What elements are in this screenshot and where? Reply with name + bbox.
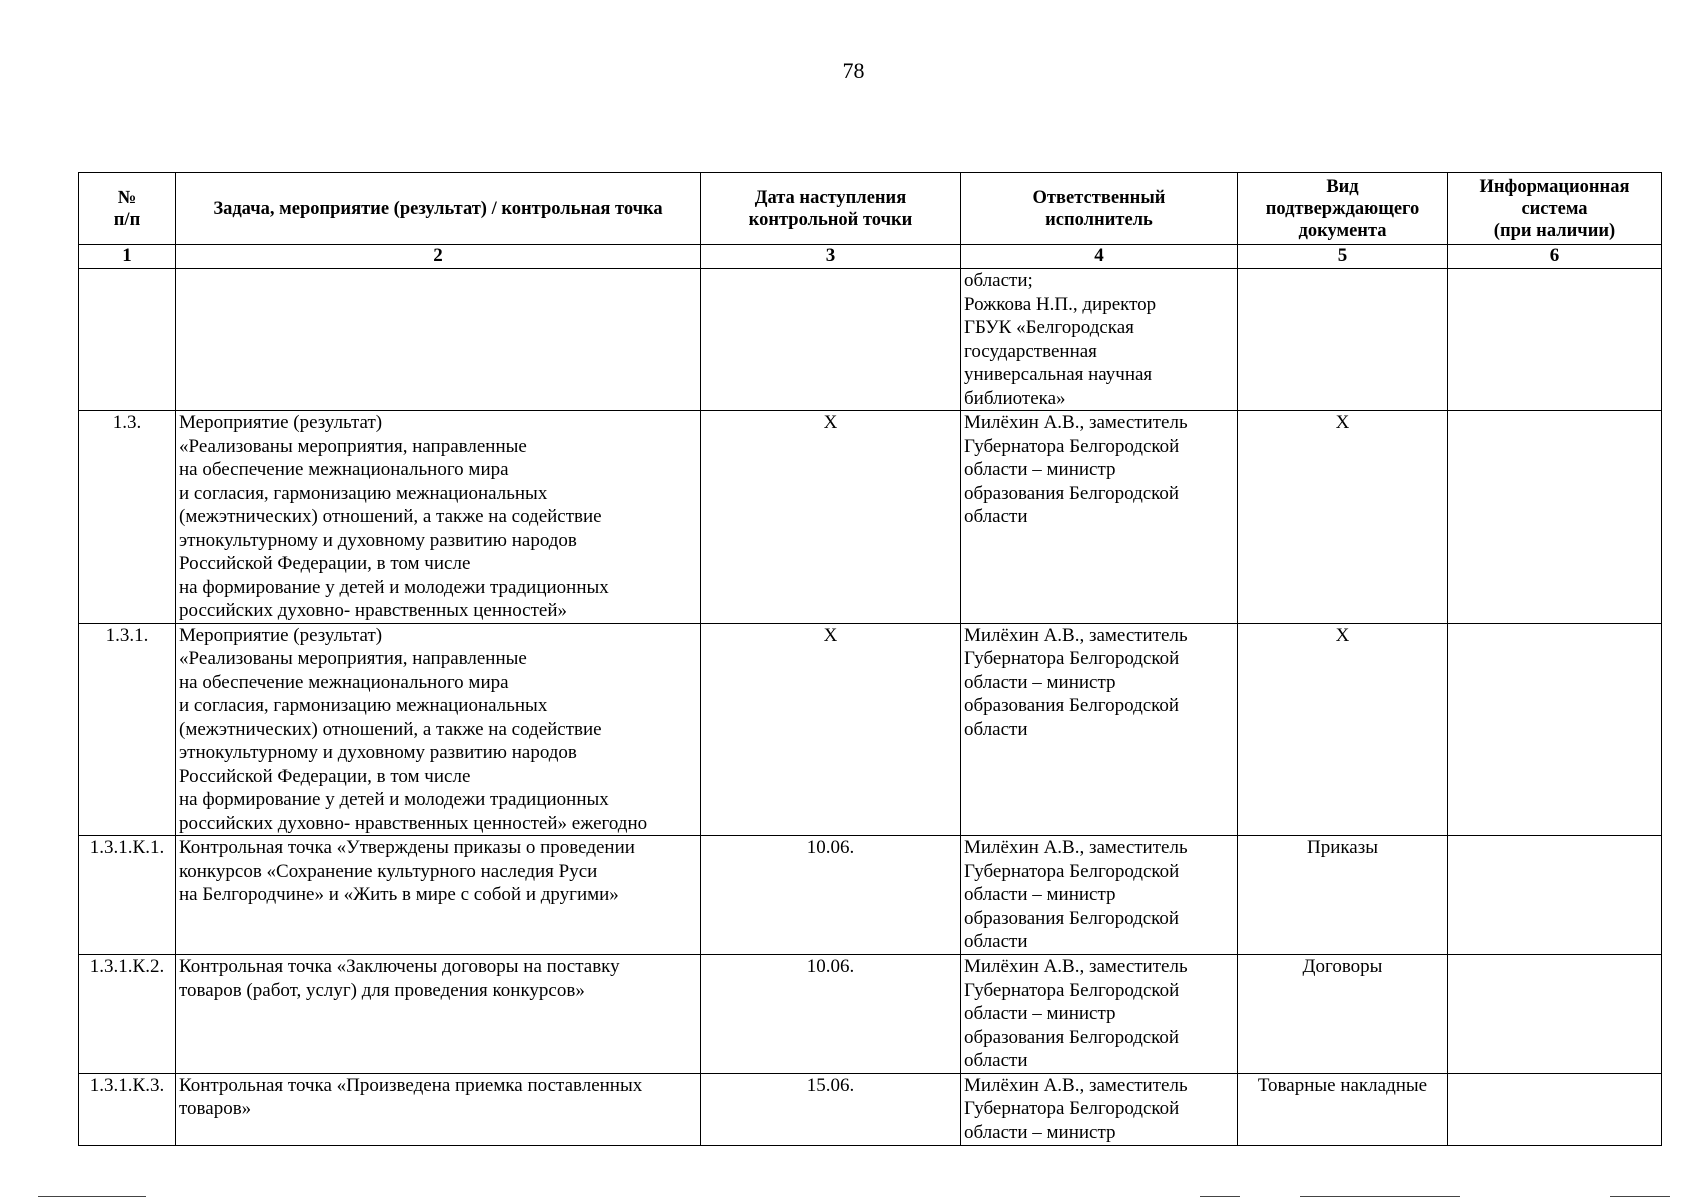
row-task: Контрольная точка «Произведена приемка поставленных товаров» — [176, 1073, 701, 1145]
column-number: 3 — [701, 245, 961, 269]
row-date: Х — [701, 411, 961, 624]
table-header-row — [79, 173, 1662, 245]
row-date: 10.06. — [701, 836, 961, 955]
header-responsible: Ответственный исполнитель — [961, 173, 1238, 245]
control-points-table — [78, 172, 1662, 1146]
row-doc-type: Приказы — [1238, 836, 1448, 955]
row-info-system — [1448, 623, 1662, 836]
row-info-system — [1448, 411, 1662, 624]
header-doc-type: Вид подтверждающего документа — [1238, 173, 1448, 245]
row-task: Контрольная точка «Утверждены приказы о проведении конкурсов «Сохранение культурного наследия Руси на Белгородчине» и «Жить в мире с собой и другими» — [176, 836, 701, 955]
table-row — [79, 836, 1662, 955]
column-number: 2 — [176, 245, 701, 269]
row-num: 1.3.1. — [79, 623, 176, 836]
row-responsible: Милёхин А.В., заместитель Губернатора Белгородской области – министр — [961, 1073, 1238, 1145]
row-num: 1.3.1.К.3. — [79, 1073, 176, 1145]
row-task — [176, 269, 701, 411]
scan-edge-line — [38, 1196, 146, 1197]
row-responsible: Милёхин А.В., заместитель Губернатора Белгородской области – министр образования Белгородской области — [961, 411, 1238, 624]
table-row — [79, 1073, 1662, 1145]
scan-edge-line — [1300, 1196, 1460, 1197]
row-info-system — [1448, 269, 1662, 411]
header-info-system: Информационная система (при наличии) — [1448, 173, 1662, 245]
row-date: 15.06. — [701, 1073, 961, 1145]
row-info-system — [1448, 836, 1662, 955]
table-row — [79, 411, 1662, 624]
row-info-system — [1448, 955, 1662, 1074]
row-num: 1.3. — [79, 411, 176, 624]
row-doc-type: Х — [1238, 623, 1448, 836]
table-row — [79, 623, 1662, 836]
header-task: Задача, мероприятие (результат) / контрольная точка — [176, 173, 701, 245]
row-num: 1.3.1.К.1. — [79, 836, 176, 955]
row-date: Х — [701, 623, 961, 836]
row-doc-type — [1238, 269, 1448, 411]
row-responsible: Милёхин А.В., заместитель Губернатора Белгородской области – министр образования Белгородской области — [961, 955, 1238, 1074]
column-number: 5 — [1238, 245, 1448, 269]
column-number: 6 — [1448, 245, 1662, 269]
row-date — [701, 269, 961, 411]
row-date: 10.06. — [701, 955, 961, 1074]
table-row — [79, 269, 1662, 411]
row-task: Мероприятие (результат) «Реализованы мероприятия, направленные на обеспечение межнационального мира и согласия, гармонизацию межнациональных (межэтнических) отношений, а также на содействие этнокультурному и духовному развитию народов Российской Федерации, в том числе на формирование у детей и молодежи традиционных российских духовно- нравственных ценностей» ежегодно — [176, 623, 701, 836]
row-task: Мероприятие (результат) «Реализованы мероприятия, направленные на обеспечение межнационального мира и согласия, гармонизацию межнациональных (межэтнических) отношений, а также на содействие этнокультурному и духовному развитию народов Российской Федерации, в том числе на формирование у детей и молодежи традиционных российских духовно- нравственных ценностей» — [176, 411, 701, 624]
scan-edge-line — [1610, 1196, 1670, 1197]
header-num: № п/п — [79, 173, 176, 245]
row-num — [79, 269, 176, 411]
scan-edge-line — [1200, 1196, 1240, 1197]
row-info-system — [1448, 1073, 1662, 1145]
row-responsible: Милёхин А.В., заместитель Губернатора Белгородской области – министр образования Белгородской области — [961, 836, 1238, 955]
row-num: 1.3.1.К.2. — [79, 955, 176, 1074]
header-date: Дата наступления контрольной точки — [701, 173, 961, 245]
column-number: 1 — [79, 245, 176, 269]
column-number: 4 — [961, 245, 1238, 269]
column-numbers-row — [79, 245, 1662, 269]
row-doc-type: Договоры — [1238, 955, 1448, 1074]
table-row — [79, 955, 1662, 1074]
row-responsible: Милёхин А.В., заместитель Губернатора Белгородской области – министр образования Белгородской области — [961, 623, 1238, 836]
row-responsible: области; Рожкова Н.П., директор ГБУК «Белгородская государственная универсальная научная библиотека» — [961, 269, 1238, 411]
row-doc-type: Товарные накладные — [1238, 1073, 1448, 1145]
page-number: 78 — [842, 58, 865, 83]
row-doc-type: Х — [1238, 411, 1448, 624]
row-task: Контрольная точка «Заключены договоры на поставку товаров (работ, услуг) для проведения конкурсов» — [176, 955, 701, 1074]
